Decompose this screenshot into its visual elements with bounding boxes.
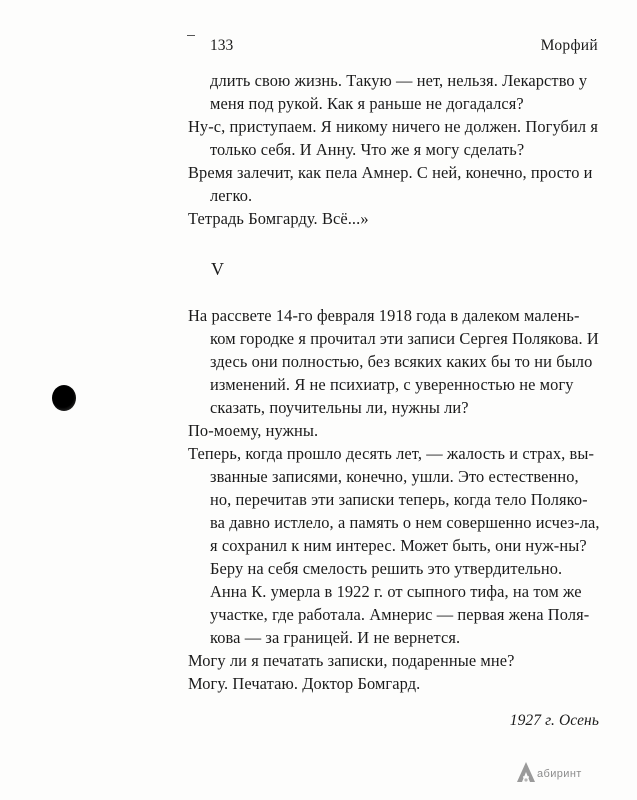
paragraph-continued: длить свою жизнь. Такую — нет, нельзя. Лекарство у меня под рукой. Как я раньше не догадался? [210, 71, 588, 113]
paragraph: Тетрадь Бомгарду. Всё...» [188, 209, 369, 228]
paragraph: Время залечит, как пела Амнер. С ней, конечно, просто и легко. [188, 163, 593, 205]
paragraph: На рассвете 14-го февраля 1918 года в далеком малень-ком городке я прочитал эти записи Сергея Полякова. И здесь они полностью, без всяких каких бы то ни было изменений. Я не психиатр, с уверенностью не могу сказать, поучительны ли, нужны ли? [188, 306, 599, 417]
running-title: Морфий [540, 37, 598, 54]
date-line: 1927 г. Осень [509, 712, 599, 729]
page-body [188, 69, 600, 732]
paragraph: Могу. Печатаю. Доктор Бомгард. [188, 674, 421, 693]
chapter-heading: V [211, 259, 225, 279]
paragraph: Ну-с, приступаем. Я никому ничего не должен. Погубил я только себя. И Анну. Что же я могу сделать? [188, 117, 598, 159]
page-number: 133 [210, 37, 234, 54]
labirint-logo-icon [515, 760, 537, 784]
page-header [210, 37, 598, 57]
watermark [515, 760, 625, 786]
paragraph: По-моему, нужны. [188, 421, 319, 440]
punch-hole [52, 385, 76, 411]
page-corner-mark [187, 35, 195, 36]
paragraph: Теперь, когда прошло десять лет, — жалость и страх, вы-званные записями, конечно, ушли. Это естественно, но, перечитав эти записки теперь, когда тело Поляко-ва давно истлело, а память о нем совершенно исчез-ла, я сохранил к ним интерес. Может быть, они нуж-ны? Беру на себя смелость решить это утвердительно. Анна К. умерла в 1922 г. от сыпного тифа, на том же участке, где работала. Амнерис — первая жена Поля-кова — за границей. И не вернется. [188, 444, 600, 647]
watermark-text: абиринт [537, 768, 582, 780]
paragraph: Могу ли я печатать записки, подаренные мне? [188, 651, 515, 670]
